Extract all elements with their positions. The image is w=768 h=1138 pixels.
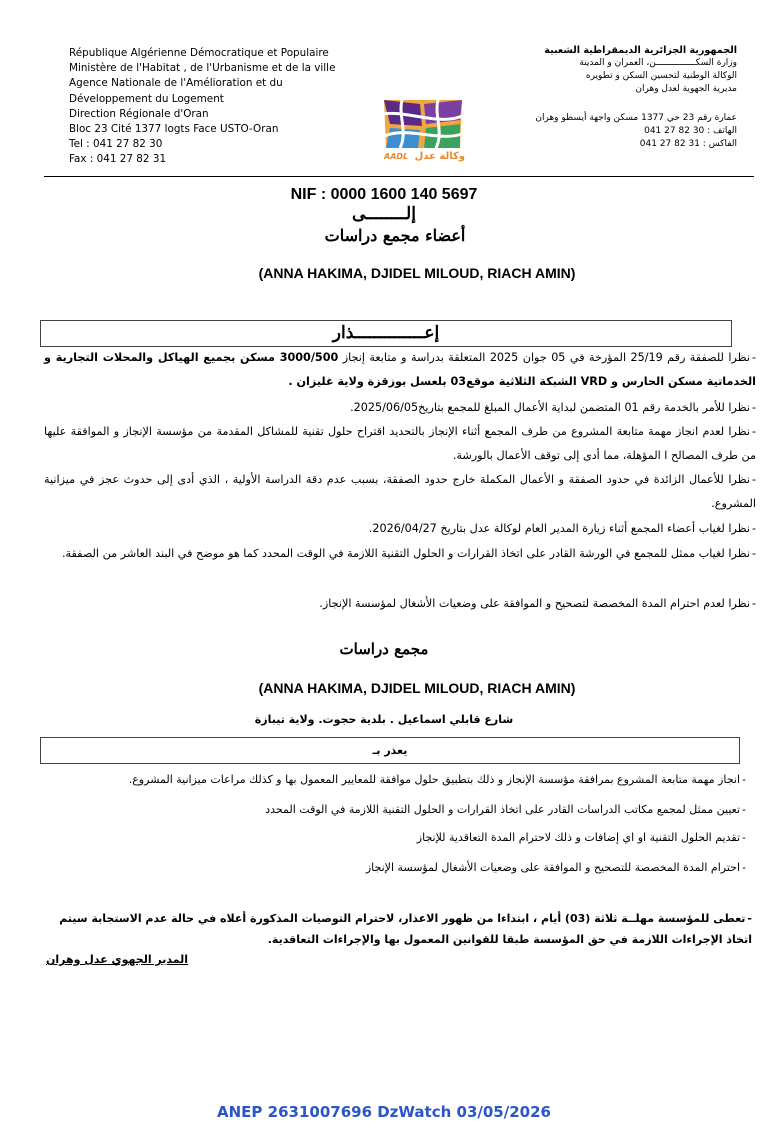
header-ar-line: الهاتف : 30 82 27 041 — [644, 126, 737, 136]
recipient: أعضاء مجمع دراسات — [324, 226, 466, 245]
footer-reference: ANEP 2631007696 DzWatch 03/05/2026 — [217, 1103, 551, 1121]
header-fr-line: République Algérienne Démocratique et Populaire — [69, 47, 329, 59]
header-fr-line: Bloc 23 Cité 1377 logts Face USTO-Oran — [69, 123, 279, 136]
notice-title: إعــــــــــــــذار — [40, 320, 732, 347]
logo-arabic: وكالة عدل — [414, 151, 465, 162]
member-names-2: (ANNA HAKIMA, DJIDEL MILOUD, RIACH AMIN) — [258, 680, 576, 696]
paragraph: -نظرا للصفقة رقم 25/19 المؤرخة في 05 جوان 2025 المتعلقة بدراسة و متابعة إنجاز 3000/500 مسكن بجميع الهياكل والمحلات التجارية و الخدماتية مسكن الحارس و VRD الشبكة الثلاثية موقع03 بلعسل بوزقزة ولاية غليزان . — [44, 351, 756, 388]
header-ar-line: عمارة رقم 23 حي 1377 مسكن واجهة أيسطو وهران — [535, 113, 737, 123]
header-ar-line: الجمهورية الجزائرية الديمقراطية الشعبية — [544, 45, 737, 56]
paragraph: -نظرا لغياب أعضاء المجمع أثناء زيارة المدير العام لوكالة عدل بتاريخ 2026/04/27. — [368, 522, 756, 535]
paragraph: -نظرا لعدم احترام المدة المخصصة لتصحيح و الموافقة على وضعيات الأشغال لمؤسسة الإنجاز. — [319, 597, 756, 610]
logo-text — [384, 151, 465, 162]
header-ar-line: مديرية الجهوية لعدل وهران — [635, 84, 737, 94]
header-fr-line: Direction Régionale d'Oran — [69, 107, 209, 120]
final-notice: -تعطى للمؤسسة مهلــة ثلاثة (03) أيام ، ابتداءا من ظهور الاعذار، لاحترام التوصيات المذكورة أعلاه في حالة عدم الاستجابة سيتم اتخاذ الإجراءات اللازمة في حق المؤسسة طبقا للقوانين المعمول بها والإجراءات التعاقدية. — [59, 912, 752, 946]
header-fr-line: Tel : 041 27 82 30 — [69, 138, 163, 151]
group-address: شارع قابلي اسماعيل . بلدية حجوت. ولاية تيبازة — [254, 713, 514, 726]
group-title: مجمع دراسات — [339, 640, 429, 658]
header-ar-line: الوكالة الوطنية لتحسين السكن و تطويره — [585, 71, 737, 81]
paragraph: -نظرا للأعمال الزائدة في حدود الصفقة و الأعمال المكملة خارج حدود الصفقة، بسبب عدم دقة الدراسة الأولية ، الذي أدى إلى حدوث عجز في ميزانية المشروع. — [44, 473, 756, 510]
paragraph: -نظرا لعدم انجاز مهمة متابعة المشروع من طرف المجمع أثناء الإنجاز بالتحديد اقتراح حلول تقنية للمشاكل المقدمة من مؤسسة الإنجاز و الموافقة عليها من طرف المصالح ا المؤهلة، مما أدى إلى توقف الأعمال بالورشة. — [44, 425, 756, 462]
header-fr-line: Ministère de l'Habitat , de l'Urbanisme et de la ville — [69, 62, 336, 75]
recommendation-item: -انجاز مهمة متابعة المشروع بمرافقة مؤسسة الإنجاز و ذلك بتطبيق حلول موافقة للمعايير المعمول بها و كذلك مراعات ميزانية المشروع. — [128, 773, 746, 786]
header-ar-line: وزارة السكـــــــــــــــن، العمران و المدينة — [579, 58, 737, 68]
header-fr — [69, 46, 379, 168]
header-fr-line: Développement du Logement — [69, 92, 224, 105]
required-title: يعذر بـ — [40, 737, 740, 764]
addressee-to: إلــــــــى — [352, 204, 416, 224]
paragraph: -نظرا لغياب ممثل للمجمع في الورشة القادر على اتخاذ القرارات و الحلول التقنية اللازمة في الوقت المحدد كما هو موضح في البند العاشر من الصفقة. — [61, 547, 756, 560]
header-divider — [44, 176, 754, 177]
paragraph: -نظرا للأمر بالخدمة رقم 01 المتضمن لبداية الأعمال المبلغ للمجمع بتاريخ2025/06/05. — [350, 401, 756, 414]
header-ar-line: الفاكس : 31 82 27 041 — [639, 139, 737, 149]
member-names: (ANNA HAKIMA, DJIDEL MILOUD, RIACH AMIN) — [258, 265, 576, 281]
header-fr-line: Agence Nationale de l'Amélioration et du — [69, 77, 283, 90]
nif: NIF : 0000 1600 140 5697 — [290, 186, 478, 203]
header-ar — [502, 44, 737, 151]
recommendation-item: -تعيين ممثل لمجمع مكاتب الدراسات القادر على اتخاذ القرارات و الحلول التقنية اللازمة في الوقت المحدد — [265, 803, 746, 816]
recommendation-item: -احترام المدة المخصصة للتصحيح و الموافقة على وضعيات الأشغال لمؤسسة الإنجاز — [365, 861, 746, 874]
header-fr-line: Fax : 041 27 82 31 — [69, 153, 167, 166]
signature-title: المدير الجهوي عدل وهران — [46, 953, 189, 966]
recommendation-item: -تقديم الحلول التقنية او اي إضافات و ذلك لاحترام المدة التعاقدية للإنجاز — [416, 831, 746, 844]
logo-andl: AADL — [384, 152, 409, 161]
